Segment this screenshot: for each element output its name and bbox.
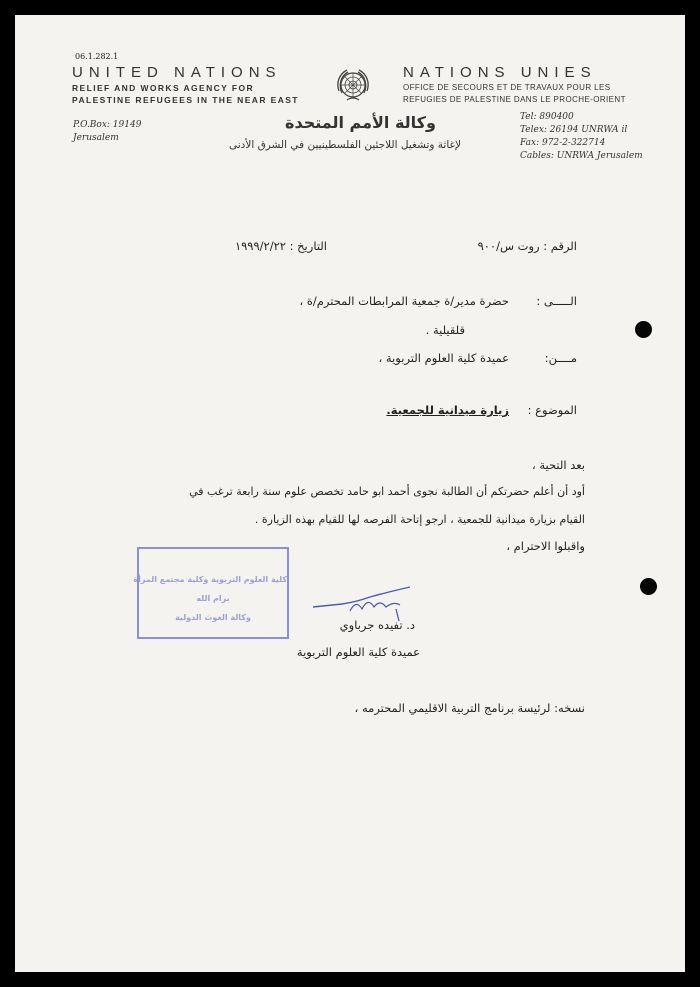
org-name-en: UNITED NATIONS [72,64,282,81]
org-subtitle-en-2: PALESTINE REFUGEES IN THE NEAR EAST [72,95,299,105]
cc-line: نسخه: لرئيسة برنامج التربية الاقليمي المحترمه ، [354,701,585,715]
contact-block [520,111,643,163]
subject-label: الموضوع : [527,403,577,417]
telex: Telex: 26194 UNRWA il [520,125,628,135]
subject-value: زيارة ميدانية للجمعية. [386,403,509,417]
official-stamp [133,547,289,639]
org-name-ar: وكالة الأمم المتحدة [285,113,436,132]
tel: Tel: 890400 [520,112,574,122]
letter-number: الرقم : روت س/٩٠٠ [477,239,577,253]
signatory-name: د. تفيده جرباوي [339,618,415,632]
po-box: P.O.Box: 19149 [73,120,142,130]
org-name-fr: NATIONS UNIES [403,64,597,81]
stamp-line-1: كلية العلوم التربوية وكلية مجتمع المرأة [133,575,287,584]
punch-hole-top [635,321,652,338]
stamp-line-2: برام الله [196,594,230,603]
body-line-2: القيام بزيارة ميدانية للجمعية ، ارجو إتاحة الفرصه لها للقيام بهذه الزيارة . [254,513,585,526]
to-label: الـــــى : [536,294,577,308]
org-subtitle-fr-1: OFFICE DE SECOURS ET DE TRAVAUX POUR LES [403,83,611,92]
to-recipient: حضرة مدير/ة جمعية المرابطات المحترم/ة ، [299,294,509,308]
org-subtitle-fr-2: REFUGIES DE PALESTINE DANS LE PROCHE-ORIENT [403,95,626,104]
greeting: بعد التحية ، [531,458,585,472]
to-city: قلقيلية . [425,323,465,337]
cables: Cables: UNRWA Jerusalem [520,151,643,161]
from-sender: عميدة كلية العلوم التربوية ، [378,351,509,365]
reference-number: 06.1.282.1 [75,52,119,61]
letter-page [15,15,685,972]
punch-hole-bottom [640,578,657,595]
body-line-1: أود أن أعلم حضرتكم أن الطالبة نجوى أحمد ابو حامد تخصص علوم سنة رابعة ترغب في [189,485,585,498]
handwritten-signature [310,583,415,623]
letter-date: التاريخ : ١٩٩٩/٢/٢٢ [234,239,327,253]
closing: واقبلوا الاحترام ، [506,539,585,553]
stamp-line-3: وكالة الغوث الدولية [175,613,251,622]
org-subtitle-en-1: RELIEF AND WORKS AGENCY FOR [72,83,254,93]
city: Jerusalem [73,133,119,143]
un-emblem-icon [333,65,373,105]
fax: Fax: 972-2-322714 [520,138,606,148]
signatory-title: عميدة كلية العلوم التربوية [296,645,420,659]
from-label: مــــن: [544,351,577,365]
address-block [73,119,141,145]
org-subtitle-ar: لإغاثة وتشغيل اللاجئين الفلسطينيين في الشرق الأدنى [229,139,462,151]
